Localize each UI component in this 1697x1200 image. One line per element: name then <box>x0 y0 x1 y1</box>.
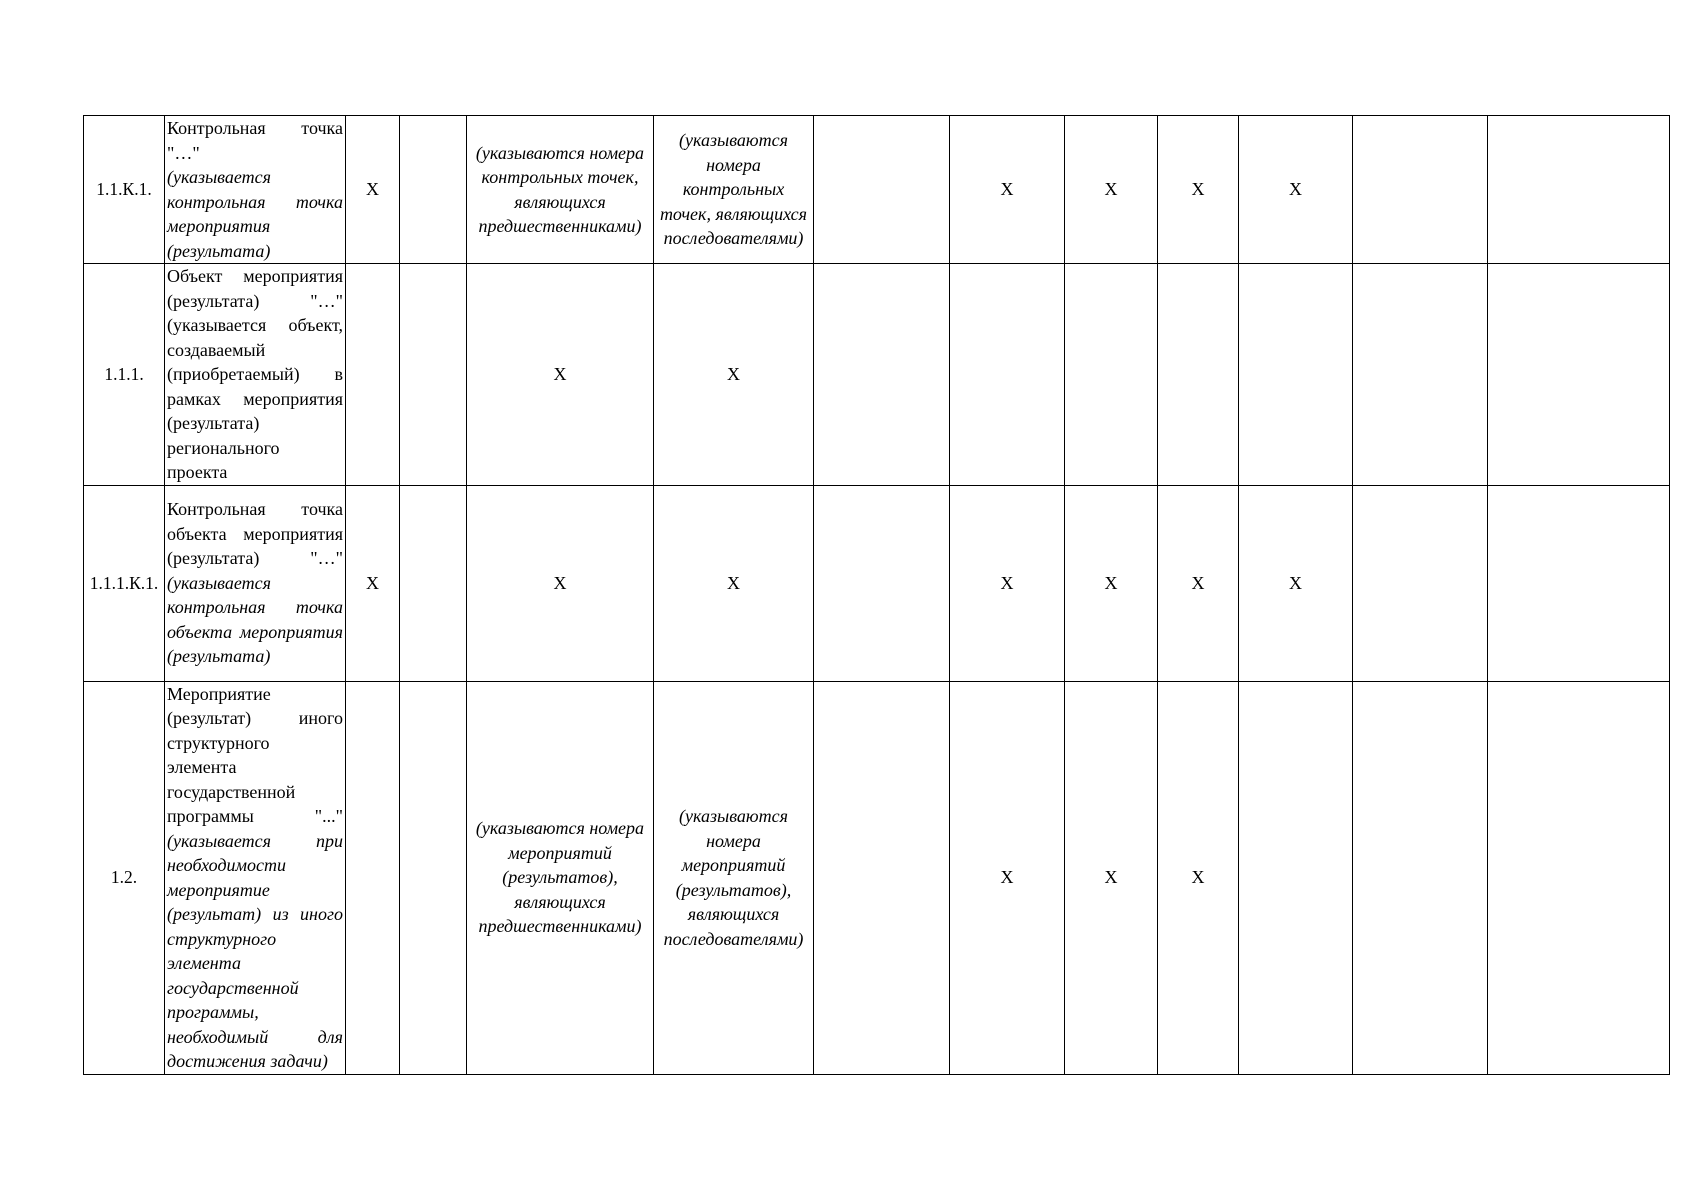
row-name: Мероприятие (результат) иного структурного элемента государственной программы "..." (указывается при необходимости мероприятие (результат) из иного структурного элемента государственной программы, необходимый для достижения задачи) <box>165 681 346 1074</box>
cell-col8: Х <box>950 681 1065 1074</box>
row-name-note: (указывается контрольная точка мероприятия (результата) <box>167 167 343 261</box>
cell-col13 <box>1488 264 1670 486</box>
successors-cell: Х <box>654 264 814 486</box>
cell-col7 <box>814 264 950 486</box>
cell-col3: Х <box>346 116 400 264</box>
cell-col12 <box>1353 116 1488 264</box>
cell-col4 <box>400 485 467 681</box>
row-name: Контрольная точка объекта мероприятия (результата) "…" (указывается контрольная точка объекта мероприятия (результата) <box>165 485 346 681</box>
cell-col7 <box>814 116 950 264</box>
cell-col12 <box>1353 485 1488 681</box>
cell-col4 <box>400 116 467 264</box>
cell-col11: Х <box>1239 116 1353 264</box>
cell-col12 <box>1353 264 1488 486</box>
predecessors-cell: Х <box>467 264 654 486</box>
cell-col9 <box>1065 264 1158 486</box>
predecessors-cell: Х <box>467 485 654 681</box>
table-row <box>84 264 1670 486</box>
row-number: 1.2. <box>84 681 165 1074</box>
cell-col10: Х <box>1158 116 1239 264</box>
row-number: 1.1.1.К.1. <box>84 485 165 681</box>
cell-col3 <box>346 681 400 1074</box>
cell-col10: Х <box>1158 681 1239 1074</box>
row-name: Контрольная точка "…" (указывается контрольная точка мероприятия (результата) <box>165 116 346 264</box>
cell-col12 <box>1353 681 1488 1074</box>
cell-col4 <box>400 681 467 1074</box>
cell-col4 <box>400 264 467 486</box>
row-number: 1.1.К.1. <box>84 116 165 264</box>
cell-col8: Х <box>950 116 1065 264</box>
table-row <box>84 485 1670 681</box>
cell-col10 <box>1158 264 1239 486</box>
cell-col13 <box>1488 116 1670 264</box>
successors-cell: Х <box>654 485 814 681</box>
table-row <box>84 116 1670 264</box>
cell-col11 <box>1239 264 1353 486</box>
table-row <box>84 681 1670 1074</box>
row-name: Объект мероприятия (результата) "…" (указывается объект, создаваемый (приобретаемый) в рамках мероприятия (результата) регионального проекта <box>165 264 346 486</box>
cell-col9: Х <box>1065 681 1158 1074</box>
cell-col11 <box>1239 681 1353 1074</box>
cell-col13 <box>1488 485 1670 681</box>
cell-col7 <box>814 485 950 681</box>
cell-col8 <box>950 264 1065 486</box>
cell-col9: Х <box>1065 485 1158 681</box>
cell-col7 <box>814 681 950 1074</box>
row-number: 1.1.1. <box>84 264 165 486</box>
cell-col8: Х <box>950 485 1065 681</box>
successors-cell: (указываются номера мероприятий (результатов), являющихся последователями) <box>654 681 814 1074</box>
cell-col11: Х <box>1239 485 1353 681</box>
row-name-note: (указывается при необходимости мероприятие (результат) из иного структурного элемента государственной программы, необходимый для достижения задачи) <box>167 830 343 1071</box>
predecessors-cell: (указываются номера мероприятий (результатов), являющихся предшественниками) <box>467 681 654 1074</box>
successors-cell: (указываются номера контрольных точек, являющихся последователями) <box>654 116 814 264</box>
cell-col13 <box>1488 681 1670 1074</box>
cell-col3 <box>346 264 400 486</box>
plan-table <box>83 115 1670 1075</box>
predecessors-cell: (указываются номера контрольных точек, являющихся предшественниками) <box>467 116 654 264</box>
cell-col9: Х <box>1065 116 1158 264</box>
row-name-note: (указывается контрольная точка объекта мероприятия (результата) <box>167 572 343 667</box>
cell-col3: Х <box>346 485 400 681</box>
cell-col10: Х <box>1158 485 1239 681</box>
